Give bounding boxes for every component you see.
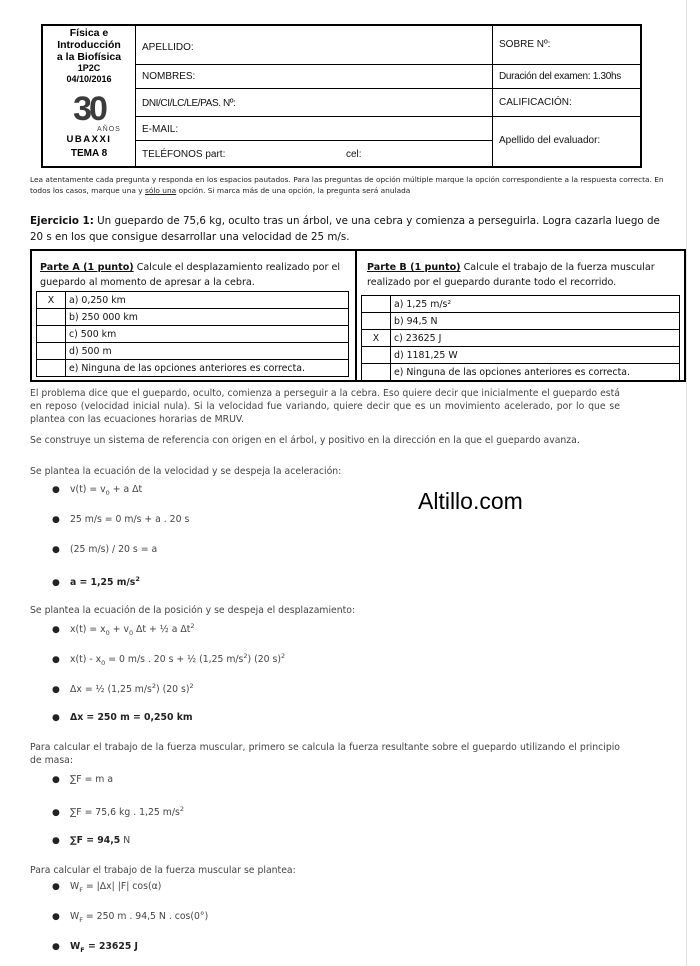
course-name-line-1: Física e	[69, 27, 109, 39]
part-a-question: Calcule el desplazamiento realizado por el guepardo al momento de apresar a la cebra.	[40, 262, 341, 288]
dni-field[interactable]: DNI/CI/LC/LE/PAS. Nº:	[142, 98, 236, 109]
evaluador-field[interactable]: Apellido del evaluador:	[499, 135, 601, 146]
equation-item: ● 25 m/s = 0 m/s + a . 20 s	[52, 514, 190, 525]
equation-item: ● $W_F = |\Delta x|$ |F| cos(α)	[52, 881, 162, 894]
solution-paragraph: Se plantea la ecuación de la posición y se despeja el desplazamiento:	[30, 605, 356, 616]
nombres-field[interactable]: NOMBRES:	[142, 71, 196, 82]
logo-ubaxxi: UBAXXI	[66, 134, 112, 145]
equation-item: ● (25 m/s) / 20 s = a	[52, 544, 158, 555]
equation-item: ● $x(t) - x_0 = 0$ m/s . 20 s + ½ (1,25 $m/s^2$) (20 s)$^2$	[52, 652, 286, 667]
exam-date: 04/10/2016	[66, 74, 112, 84]
equation-item: ● $v(t) = v_0 + a$ Δt	[52, 484, 143, 497]
exercise-label: Ejercicio 1:	[30, 215, 94, 227]
solution-paragraph: El problema dice que el guepardo, oculto, comienza a perseguir a la cebra. Eso quiere decir que inicialmente el guepardo está en reposo (velocidad inicial nula). Si la velocidad fue variando, quiere decir que es un movimiento acelerado, por lo que se plantea con las ecuaciones horarias de MRUV.	[30, 388, 620, 425]
option-text: e) Ninguna de las opciones anteriores es correcta.	[391, 364, 680, 381]
altillo-watermark: Altillo.com	[418, 488, 523, 514]
course-name-line-3: a la Biofísica	[56, 51, 122, 63]
calificacion-field[interactable]: CALIFICACIÓN:	[499, 97, 572, 108]
instructions-emphasis: sólo una	[145, 186, 177, 195]
logo-30-years: 30	[73, 90, 105, 128]
duracion-label: Duración del examen: 1.30hs	[499, 71, 621, 82]
solution-paragraph: Para calcular el trabajo de la fuerza muscular, primero se calcula la fuerza resultante sobre el guepardo utilizando el principio de masa:	[30, 742, 620, 766]
option-text: a) 1,25 m/s²	[391, 296, 680, 313]
course-name-line-2: Introducción	[57, 39, 121, 51]
instructions-text-end: opción. Si marca más de una opción, la pregunta será anulada	[176, 186, 411, 195]
equation-result: ● ∑F = 94,5 N	[52, 835, 131, 846]
option-text: e) Ninguna de las opciones anteriores es correcta.	[66, 360, 349, 377]
cel-field[interactable]: cel:	[346, 149, 362, 160]
telefonos-field[interactable]: TELÉFONOS part:	[142, 149, 226, 160]
course-code: 1P2C	[77, 63, 101, 73]
option-text: c) 500 km	[66, 326, 349, 343]
part-b-question: Calcule el trabajo de la fuerza muscular realizado por el guepardo durante todo el recorrido.	[367, 262, 655, 288]
option-mark[interactable]: X	[37, 292, 66, 309]
option-text: d) 500 m	[66, 343, 349, 360]
equation-item: ● ∑F = m a	[52, 774, 114, 785]
part-b-label: Parte B (1 punto)	[367, 262, 461, 273]
part-a-label: Parte A (1 punto)	[40, 262, 134, 273]
solution-paragraph: Para calcular el trabajo de la fuerza muscular se plantea:	[30, 865, 296, 876]
option-text: a) 0,250 km	[66, 292, 349, 309]
sobre-field[interactable]: SOBRE Nº:	[499, 39, 551, 50]
option-mark[interactable]: X	[362, 330, 391, 347]
option-text: b) 94,5 N	[391, 313, 680, 330]
solution-paragraph: Se construye un sistema de referencia con origen en el árbol, y positivo en la dirección en la que el guepardo avanza.	[30, 435, 580, 446]
equation-item: ● Δx = ½ (1,25 $m/s^2$) (20 s)$^2$	[52, 682, 194, 696]
equation-item: ● $x(t) = x_0 + v_0$ Δt + ½ a $\Delta t^2$	[52, 622, 195, 637]
option-text: d) 1181,25 W	[391, 347, 680, 364]
equation-item: ● $W_F = 250$ m . 94,5 N . cos(0°)	[52, 911, 209, 924]
apellido-field[interactable]: APELLIDO:	[142, 42, 194, 53]
equation-item: ● ∑F = 75,6 kg . 1,25 $m/s^2$	[52, 805, 184, 819]
option-text: b) 250 000 km	[66, 309, 349, 326]
equation-result: ● a = 1,25 $m/s^2$	[52, 575, 140, 589]
instructions-text: Lea atentamente cada pregunta y responda en los espacios pautados. Para las preguntas de opción múltiple marque la opción correspondiente a la respuesta correcta. En todos los casos, marque una y	[30, 175, 664, 195]
equation-result: ● Δx = 250 m = 0,250 km	[52, 712, 193, 723]
logo-anios-text: AÑOS	[97, 126, 121, 133]
tema-label: TEMA 8	[70, 148, 108, 159]
email-field[interactable]: E-MAIL:	[142, 124, 179, 135]
equation-result: ● $W_F = 23625$ J	[52, 941, 139, 954]
exercise-text: Un guepardo de 75,6 kg, oculto tras un árbol, ve una cebra y comienza a perseguirla. Logra cazarla luego de 20 s en los que consigue desarrollar una velocidad de 25 m/s.	[30, 215, 660, 243]
option-text: c) 23625 J	[391, 330, 680, 347]
solution-paragraph: Se plantea la ecuación de la velocidad y se despeja la aceleración:	[30, 466, 342, 477]
